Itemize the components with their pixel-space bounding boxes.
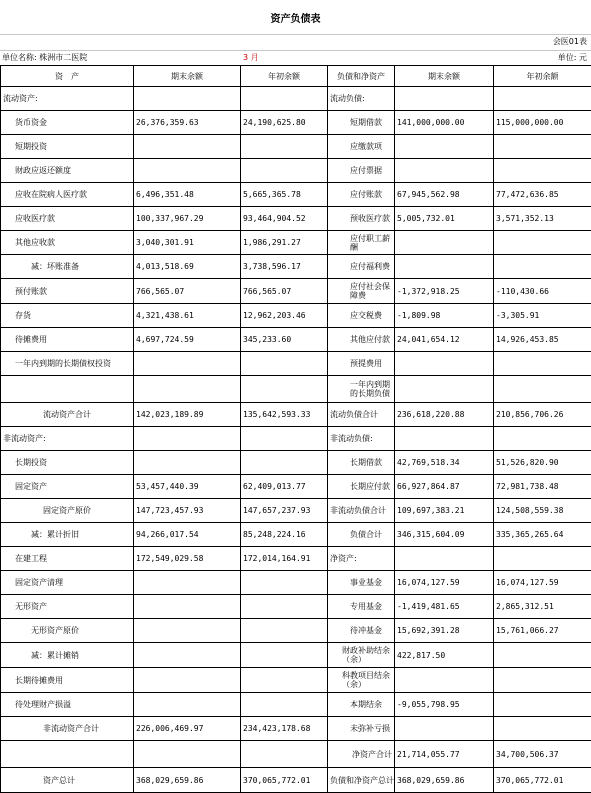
amount-cell: 115,000,000.00 bbox=[494, 111, 591, 135]
asset-item-label: 财政应返还额度 bbox=[1, 159, 134, 183]
asset-item-label: 待处理财产损溢 bbox=[1, 693, 134, 717]
amount-cell bbox=[241, 741, 328, 768]
asset-item-label: 货币资金 bbox=[1, 111, 134, 135]
liability-item-label: 流动负债: bbox=[328, 87, 395, 111]
table-row bbox=[1, 768, 591, 793]
liability-item-label: 长期借款 bbox=[328, 451, 395, 475]
asset-item-label: 长期投资 bbox=[1, 451, 134, 475]
amount-cell bbox=[494, 717, 591, 741]
amount-cell: 66,927,864.87 bbox=[395, 475, 494, 499]
table-row bbox=[1, 328, 591, 352]
amount-cell: -3,305.91 bbox=[494, 304, 591, 328]
asset-item-label: 短期投资 bbox=[1, 135, 134, 159]
amount-cell bbox=[241, 451, 328, 475]
asset-item-label: 减：累计摊销 bbox=[1, 643, 134, 668]
asset-item-label: 非流动资产: bbox=[1, 427, 134, 451]
amount-cell bbox=[494, 643, 591, 668]
amount-cell bbox=[134, 643, 241, 668]
amount-cell bbox=[241, 643, 328, 668]
amount-cell bbox=[494, 427, 591, 451]
liability-item-label: 财政补助结余（余） bbox=[328, 643, 395, 668]
table-row bbox=[1, 135, 591, 159]
liability-item-label: 净资产合计 bbox=[328, 741, 395, 768]
asset-item-label: 预付账款 bbox=[1, 279, 134, 304]
table-row bbox=[1, 376, 591, 403]
amount-cell bbox=[395, 135, 494, 159]
amount-cell: 124,508,559.38 bbox=[494, 499, 591, 523]
amount-cell bbox=[241, 352, 328, 376]
liability-item-label: 非流动负债: bbox=[328, 427, 395, 451]
amount-cell bbox=[241, 135, 328, 159]
liability-item-label: 应付社会保障费 bbox=[328, 279, 395, 304]
amount-cell bbox=[134, 571, 241, 595]
header-cell: 期末余额 bbox=[134, 66, 241, 87]
liability-item-label: 应付职工薪酬 bbox=[328, 231, 395, 255]
amount-cell: 15,692,391.28 bbox=[395, 619, 494, 643]
amount-cell: 42,769,518.34 bbox=[395, 451, 494, 475]
asset-item-label: 在建工程 bbox=[1, 547, 134, 571]
amount-cell: 766,565.07 bbox=[134, 279, 241, 304]
form-code: 会医01表 bbox=[553, 36, 587, 47]
amount-cell: 3,738,596.17 bbox=[241, 255, 328, 279]
asset-item-label: 减：累计折旧 bbox=[1, 523, 134, 547]
amount-cell: 100,337,967.29 bbox=[134, 207, 241, 231]
amount-cell bbox=[134, 159, 241, 183]
amount-cell bbox=[134, 352, 241, 376]
asset-item-label: 长期待摊费用 bbox=[1, 668, 134, 693]
amount-cell bbox=[494, 352, 591, 376]
liability-item-label: 长期应付款 bbox=[328, 475, 395, 499]
amount-cell: 26,376,359.63 bbox=[134, 111, 241, 135]
table-row bbox=[1, 352, 591, 376]
liability-item-label: 本期结余 bbox=[328, 693, 395, 717]
liability-item-label: 短期借款 bbox=[328, 111, 395, 135]
amount-cell bbox=[241, 376, 328, 403]
table-row bbox=[1, 547, 591, 571]
amount-cell bbox=[241, 571, 328, 595]
table-row bbox=[1, 403, 591, 427]
asset-item-label: 减：坏账准备 bbox=[1, 255, 134, 279]
amount-cell: 345,233.60 bbox=[241, 328, 328, 352]
header-cell: 期末余额 bbox=[395, 66, 494, 87]
amount-cell: 147,723,457.93 bbox=[134, 499, 241, 523]
amount-cell: 2,865,312.51 bbox=[494, 595, 591, 619]
asset-item-label: 固定资产清理 bbox=[1, 571, 134, 595]
amount-cell: 210,856,706.26 bbox=[494, 403, 591, 427]
amount-cell bbox=[241, 595, 328, 619]
amount-cell: 1,986,291.27 bbox=[241, 231, 328, 255]
asset-item-label: 存货 bbox=[1, 304, 134, 328]
table-row bbox=[1, 427, 591, 451]
amount-cell: 147,657,237.93 bbox=[241, 499, 328, 523]
asset-item-label: 固定资产原价 bbox=[1, 499, 134, 523]
table-row bbox=[1, 183, 591, 207]
liability-item-label: 负债合计 bbox=[328, 523, 395, 547]
amount-cell: 34,700,506.37 bbox=[494, 741, 591, 768]
liability-item-label: 应交税费 bbox=[328, 304, 395, 328]
asset-item-label bbox=[1, 376, 134, 403]
liability-item-label: 非流动负债合计 bbox=[328, 499, 395, 523]
amount-cell: 4,697,724.59 bbox=[134, 328, 241, 352]
amount-cell: 135,642,593.33 bbox=[241, 403, 328, 427]
amount-cell: 16,074,127.59 bbox=[494, 571, 591, 595]
amount-cell: 21,714,055.77 bbox=[395, 741, 494, 768]
amount-cell: 141,000,000.00 bbox=[395, 111, 494, 135]
liability-item-label: 预提费用 bbox=[328, 352, 395, 376]
asset-item-label: 资产总计 bbox=[1, 768, 134, 793]
table-row bbox=[1, 87, 591, 111]
liability-item-label: 应缴款项 bbox=[328, 135, 395, 159]
amount-cell bbox=[395, 717, 494, 741]
amount-cell: 51,526,820.90 bbox=[494, 451, 591, 475]
amount-cell: -1,809.98 bbox=[395, 304, 494, 328]
amount-cell bbox=[395, 255, 494, 279]
amount-cell: 93,464,904.52 bbox=[241, 207, 328, 231]
amount-cell: 172,014,164.91 bbox=[241, 547, 328, 571]
amount-cell: 12,962,203.46 bbox=[241, 304, 328, 328]
amount-cell: 15,761,066.27 bbox=[494, 619, 591, 643]
amount-cell: -1,419,481.65 bbox=[395, 595, 494, 619]
liability-item-label: 未弥补亏损 bbox=[328, 717, 395, 741]
table-row bbox=[1, 717, 591, 741]
amount-cell: 422,817.50 bbox=[395, 643, 494, 668]
asset-item-label: 其他应收款 bbox=[1, 231, 134, 255]
amount-cell bbox=[395, 352, 494, 376]
header-cell: 年初余额 bbox=[494, 66, 591, 87]
amount-cell bbox=[395, 231, 494, 255]
table-row bbox=[1, 643, 591, 668]
unit-name: 单位名称: 株洲市二医院 bbox=[2, 52, 87, 63]
amount-cell: 370,065,772.01 bbox=[494, 768, 591, 793]
amount-cell bbox=[241, 693, 328, 717]
table-row bbox=[1, 304, 591, 328]
amount-cell: 14,926,453.85 bbox=[494, 328, 591, 352]
table-row bbox=[1, 279, 591, 304]
report-title: 资产负债表 bbox=[0, 0, 591, 34]
amount-cell: 368,029,659.86 bbox=[395, 768, 494, 793]
amount-cell bbox=[494, 231, 591, 255]
amount-cell: 85,248,224.16 bbox=[241, 523, 328, 547]
amount-cell: -9,055,798.95 bbox=[395, 693, 494, 717]
amount-cell: 3,571,352.13 bbox=[494, 207, 591, 231]
header-cell: 年初余额 bbox=[241, 66, 328, 87]
unit-info-bar bbox=[0, 50, 591, 66]
amount-cell: 67,945,562.98 bbox=[395, 183, 494, 207]
amount-cell bbox=[241, 668, 328, 693]
amount-cell bbox=[494, 135, 591, 159]
amount-cell: 5,005,732.01 bbox=[395, 207, 494, 231]
amount-cell bbox=[395, 159, 494, 183]
amount-cell bbox=[494, 547, 591, 571]
amount-cell bbox=[134, 135, 241, 159]
amount-cell bbox=[241, 619, 328, 643]
table-row bbox=[1, 475, 591, 499]
table-row bbox=[1, 499, 591, 523]
asset-item-label: 流动资产合计 bbox=[1, 403, 134, 427]
amount-cell: 53,457,440.39 bbox=[134, 475, 241, 499]
table-row bbox=[1, 668, 591, 693]
amount-cell: 346,315,604.09 bbox=[395, 523, 494, 547]
amount-cell bbox=[395, 668, 494, 693]
amount-cell: 4,013,518.69 bbox=[134, 255, 241, 279]
amount-cell: -1,372,918.25 bbox=[395, 279, 494, 304]
currency-unit: 单位: 元 bbox=[558, 52, 587, 63]
amount-cell: 16,074,127.59 bbox=[395, 571, 494, 595]
amount-cell: 368,029,659.86 bbox=[134, 768, 241, 793]
amount-cell: 24,041,654.12 bbox=[395, 328, 494, 352]
asset-item-label: 无形资产原价 bbox=[1, 619, 134, 643]
amount-cell: 72,981,738.48 bbox=[494, 475, 591, 499]
amount-cell: 4,321,438.61 bbox=[134, 304, 241, 328]
amount-cell bbox=[494, 668, 591, 693]
liability-item-label: 净资产: bbox=[328, 547, 395, 571]
amount-cell bbox=[241, 427, 328, 451]
liability-item-label: 应付福利费 bbox=[328, 255, 395, 279]
table-row bbox=[1, 111, 591, 135]
table-row bbox=[1, 231, 591, 255]
amount-cell bbox=[494, 693, 591, 717]
table-row bbox=[1, 207, 591, 231]
amount-cell bbox=[241, 159, 328, 183]
table-row bbox=[1, 619, 591, 643]
liability-item-label: 负债和净资产总计 bbox=[328, 768, 395, 793]
header-cell: 负债和净资产 bbox=[328, 66, 395, 87]
table-row bbox=[1, 451, 591, 475]
amount-cell bbox=[134, 595, 241, 619]
amount-cell bbox=[134, 87, 241, 111]
amount-cell: 142,023,189.89 bbox=[134, 403, 241, 427]
liability-item-label: 应付账款 bbox=[328, 183, 395, 207]
amount-cell: 77,472,636.85 bbox=[494, 183, 591, 207]
liability-item-label: 事业基金 bbox=[328, 571, 395, 595]
amount-cell bbox=[134, 693, 241, 717]
amount-cell: 5,665,365.78 bbox=[241, 183, 328, 207]
amount-cell bbox=[134, 451, 241, 475]
amount-cell bbox=[395, 547, 494, 571]
table-row bbox=[1, 741, 591, 768]
liability-item-label: 待冲基金 bbox=[328, 619, 395, 643]
amount-cell: 766,565.07 bbox=[241, 279, 328, 304]
form-code-strip bbox=[0, 34, 591, 51]
amount-cell: 62,409,013.77 bbox=[241, 475, 328, 499]
asset-item-label: 流动资产: bbox=[1, 87, 134, 111]
header-cell: 资 产 bbox=[1, 66, 134, 87]
asset-item-label: 非流动资产合计 bbox=[1, 717, 134, 741]
table-header-row bbox=[1, 66, 591, 87]
liability-item-label: 科教项目结余（余） bbox=[328, 668, 395, 693]
amount-cell: 109,697,383.21 bbox=[395, 499, 494, 523]
asset-item-label: 待摊费用 bbox=[1, 328, 134, 352]
table-row bbox=[1, 523, 591, 547]
liability-item-label: 应付票据 bbox=[328, 159, 395, 183]
asset-item-label: 固定资产 bbox=[1, 475, 134, 499]
amount-cell bbox=[134, 427, 241, 451]
liability-item-label: 预收医疗款 bbox=[328, 207, 395, 231]
amount-cell bbox=[241, 87, 328, 111]
amount-cell bbox=[134, 741, 241, 768]
amount-cell bbox=[494, 159, 591, 183]
liability-item-label: 一年内到期的长期负债 bbox=[328, 376, 395, 403]
table-row bbox=[1, 571, 591, 595]
liability-item-label: 流动负债合计 bbox=[328, 403, 395, 427]
amount-cell bbox=[395, 87, 494, 111]
liability-item-label: 专用基金 bbox=[328, 595, 395, 619]
asset-item-label: 应收医疗款 bbox=[1, 207, 134, 231]
amount-cell bbox=[134, 668, 241, 693]
table-row bbox=[1, 255, 591, 279]
amount-cell: 370,065,772.01 bbox=[241, 768, 328, 793]
amount-cell: 24,190,625.80 bbox=[241, 111, 328, 135]
amount-cell: 3,040,301.91 bbox=[134, 231, 241, 255]
asset-item-label: 应收在院病人医疗款 bbox=[1, 183, 134, 207]
amount-cell bbox=[494, 255, 591, 279]
amount-cell bbox=[494, 87, 591, 111]
amount-cell: 6,496,351.48 bbox=[134, 183, 241, 207]
asset-item-label bbox=[1, 741, 134, 768]
amount-cell: 234,423,178.68 bbox=[241, 717, 328, 741]
amount-cell: -110,430.66 bbox=[494, 279, 591, 304]
amount-cell: 335,365,265.64 bbox=[494, 523, 591, 547]
amount-cell: 226,006,469.97 bbox=[134, 717, 241, 741]
amount-cell bbox=[395, 427, 494, 451]
amount-cell: 236,618,220.88 bbox=[395, 403, 494, 427]
amount-cell: 172,549,029.58 bbox=[134, 547, 241, 571]
asset-item-label: 一年内到期的长期债权投资 bbox=[1, 352, 134, 376]
amount-cell bbox=[494, 376, 591, 403]
amount-cell bbox=[134, 376, 241, 403]
table-row bbox=[1, 595, 591, 619]
balance-sheet-table bbox=[0, 65, 591, 793]
asset-item-label: 无形资产 bbox=[1, 595, 134, 619]
liability-item-label: 其他应付款 bbox=[328, 328, 395, 352]
amount-cell bbox=[395, 376, 494, 403]
amount-cell: 94,266,017.54 bbox=[134, 523, 241, 547]
amount-cell bbox=[134, 619, 241, 643]
table-row bbox=[1, 159, 591, 183]
report-month: 3 月 bbox=[243, 52, 259, 63]
table-row bbox=[1, 693, 591, 717]
